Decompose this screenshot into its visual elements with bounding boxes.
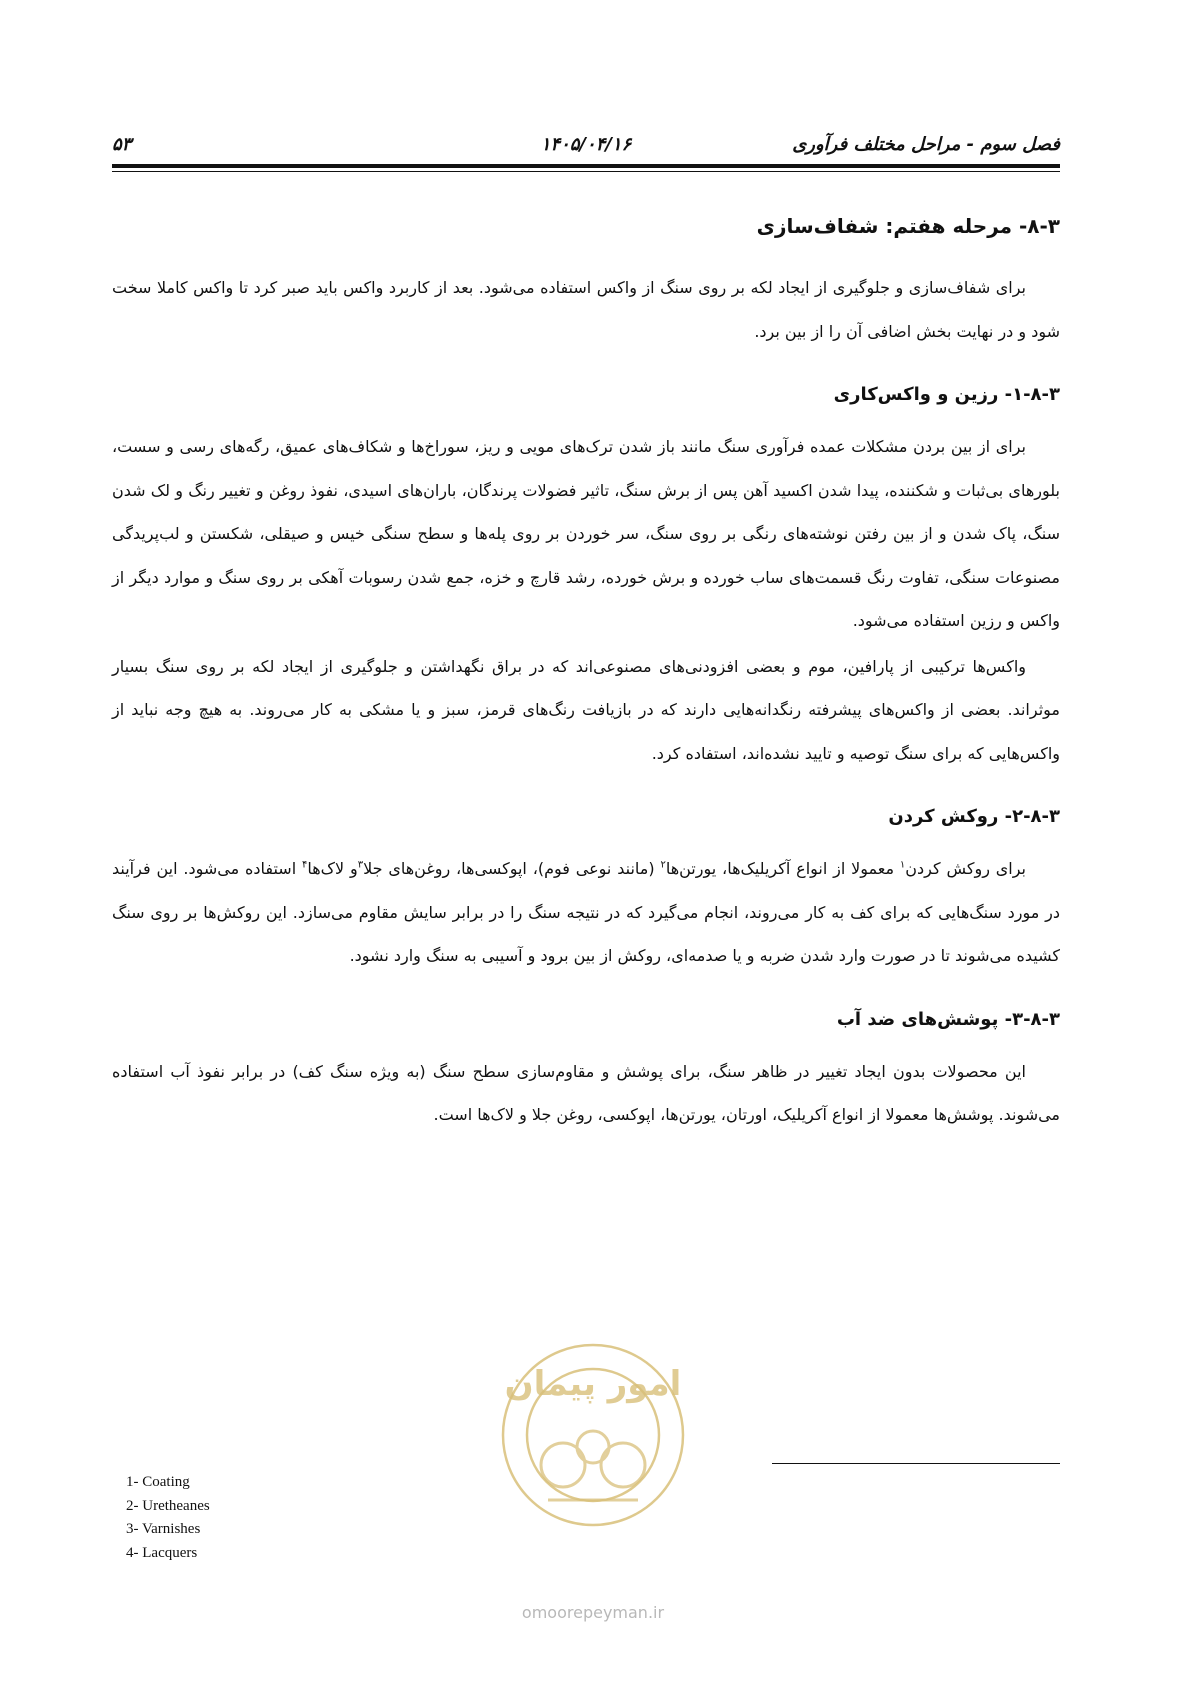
page-header [112, 128, 1060, 162]
chapter-title: فصل سوم - مراحل مختلف فرآوری [792, 134, 1060, 155]
subsection-heading-resin-wax: ۱-۸-۳- رزین و واکس‌کاری [833, 384, 1060, 405]
coating-text-4: و لاک‌ها [307, 859, 358, 878]
header-rule-thick [112, 164, 1060, 168]
footnote-ref-3: ۳ [357, 859, 364, 871]
watermark-site: omoorepeyman.ir [521, 1603, 665, 1622]
footnote-rule [772, 1463, 1060, 1464]
watermark-brand-text: امور پیمان [504, 1364, 682, 1404]
footnote-ref-1: ۱ [899, 859, 906, 871]
watermark-logo-icon [488, 1335, 698, 1635]
waterproof-paragraph: این محصولات بدون ایجاد تغییر در ظاهر سنگ، برای پوشش و مقاوم‌سازی سطح سنگ (به ویژه سنگ کف) در برابر نفوذ آب استفاده می‌شوند. پوشش‌ها معمولا از انواع آکریلیک، اورتان، یورتن‌ها، اپوکسی، روغن جلا و لاک‌ها است. [112, 1061, 1060, 1124]
subsection-heading-coating: ۲-۸-۳- روکش کردن [888, 806, 1060, 827]
coating-text-3: (مانند نوعی فوم)، اپوکسی‌ها، روغن‌های جلا [363, 859, 661, 878]
page-body [112, 210, 1060, 1137]
header-rule-thin [112, 171, 1060, 172]
section-heading: ۸-۳- مرحله هفتم: شفاف‌سازی [756, 214, 1060, 238]
resin-wax-paragraph-2: واکس‌ها ترکیبی از پارافین، موم و بعضی افزودنی‌های مصنوعی‌اند که در براق نگهداشتن و جلوگیری از ایجاد لکه بر روی سنگ بسیار موثراند. بعضی از واکس‌های پیشرفته رنگدانه‌هایی دارند که در بازیافت رنگ‌های قرمز، سبز و یا مشکی به کار می‌روند. به هیچ وجه نباید از واکس‌هایی که برای سنگ توصیه و تایید نشده‌اند، استفاده کرد. [112, 656, 1060, 763]
coating-text-1: برای روکش کردن [905, 859, 1027, 878]
subsection-heading-waterproof: ۳-۸-۳- پوشش‌های ضد آب [836, 1008, 1060, 1030]
footnote-item: 1- Coating [126, 1474, 190, 1490]
coating-paragraph [112, 847, 1060, 978]
resin-wax-paragraph-1: برای از بین بردن مشکلات عمده فرآوری سنگ مانند باز شدن ترک‌های مویی و ریز، سوراخ‌ها و شکاف‌های عمیق، رگه‌های رسی و سست، بلورهای بی‌ثبات و شکننده، پیدا شدن اکسید آهن پس از برش سنگ، تاثیر فضولات پرندگان، باران‌های اسیدی، نفوذ روغن و تغییر رنگ و لک شدن سنگ، پاک شدن و از بین رفتن نوشته‌های رنگی بر روی سنگ، سر خوردن بر روی پله‌ها و سطح سنگی خیس و صیقلی، شکستن و لب‌پریدگی مصنوعات سنگی، تفاوت رنگ قسمت‌های ساب خورده و برش خورده، رشد قارچ و خزه، جمع شدن رسوبات آهکی بر روی سنگ و موارد دیگر از واکس و رزین استفاده می‌شود. [112, 437, 1060, 630]
section-intro-paragraph: برای شفاف‌سازی و جلوگیری از ایجاد لکه بر روی سنگ از واکس استفاده می‌شود. بعد از کاربرد واکس باید صبر کرد تا واکس کاملا سخت شود و در نهایت بخش اضافی آن را از بین برد. [112, 278, 1060, 341]
footnote-ref-2: ۲ [660, 859, 666, 871]
footnote-ref-4: ۴ [301, 859, 308, 871]
footnote-item: 3- Varnishes [126, 1521, 201, 1537]
header-date: ۱۴۰۵/۰۴/۱۶ [540, 134, 632, 155]
coating-text-5: استفاده می‌شود. این فرآیند در مورد سنگ‌هایی که برای کف به کار می‌روند، انجام می‌گیرد که در نتیجه سنگ را در برابر سایش مقاوم می‌سازد. این روکش‌ها بر روی سنگ کشیده می‌شوند تا در صورت وارد شدن ضربه و یا صدمه‌ای، روکش از بین برود و آسیبی به سنگ وارد نشود. [112, 859, 1060, 965]
page-number: ۵۳ [112, 134, 132, 155]
coating-text-2: معمولا از انواع آکریلیک‌ها، یورتن‌ها [665, 859, 900, 878]
footnote-item: 4- Lacquers [126, 1544, 198, 1561]
footnotes [126, 1471, 210, 1565]
footnote-item: 2- Uretheanes [126, 1497, 210, 1514]
